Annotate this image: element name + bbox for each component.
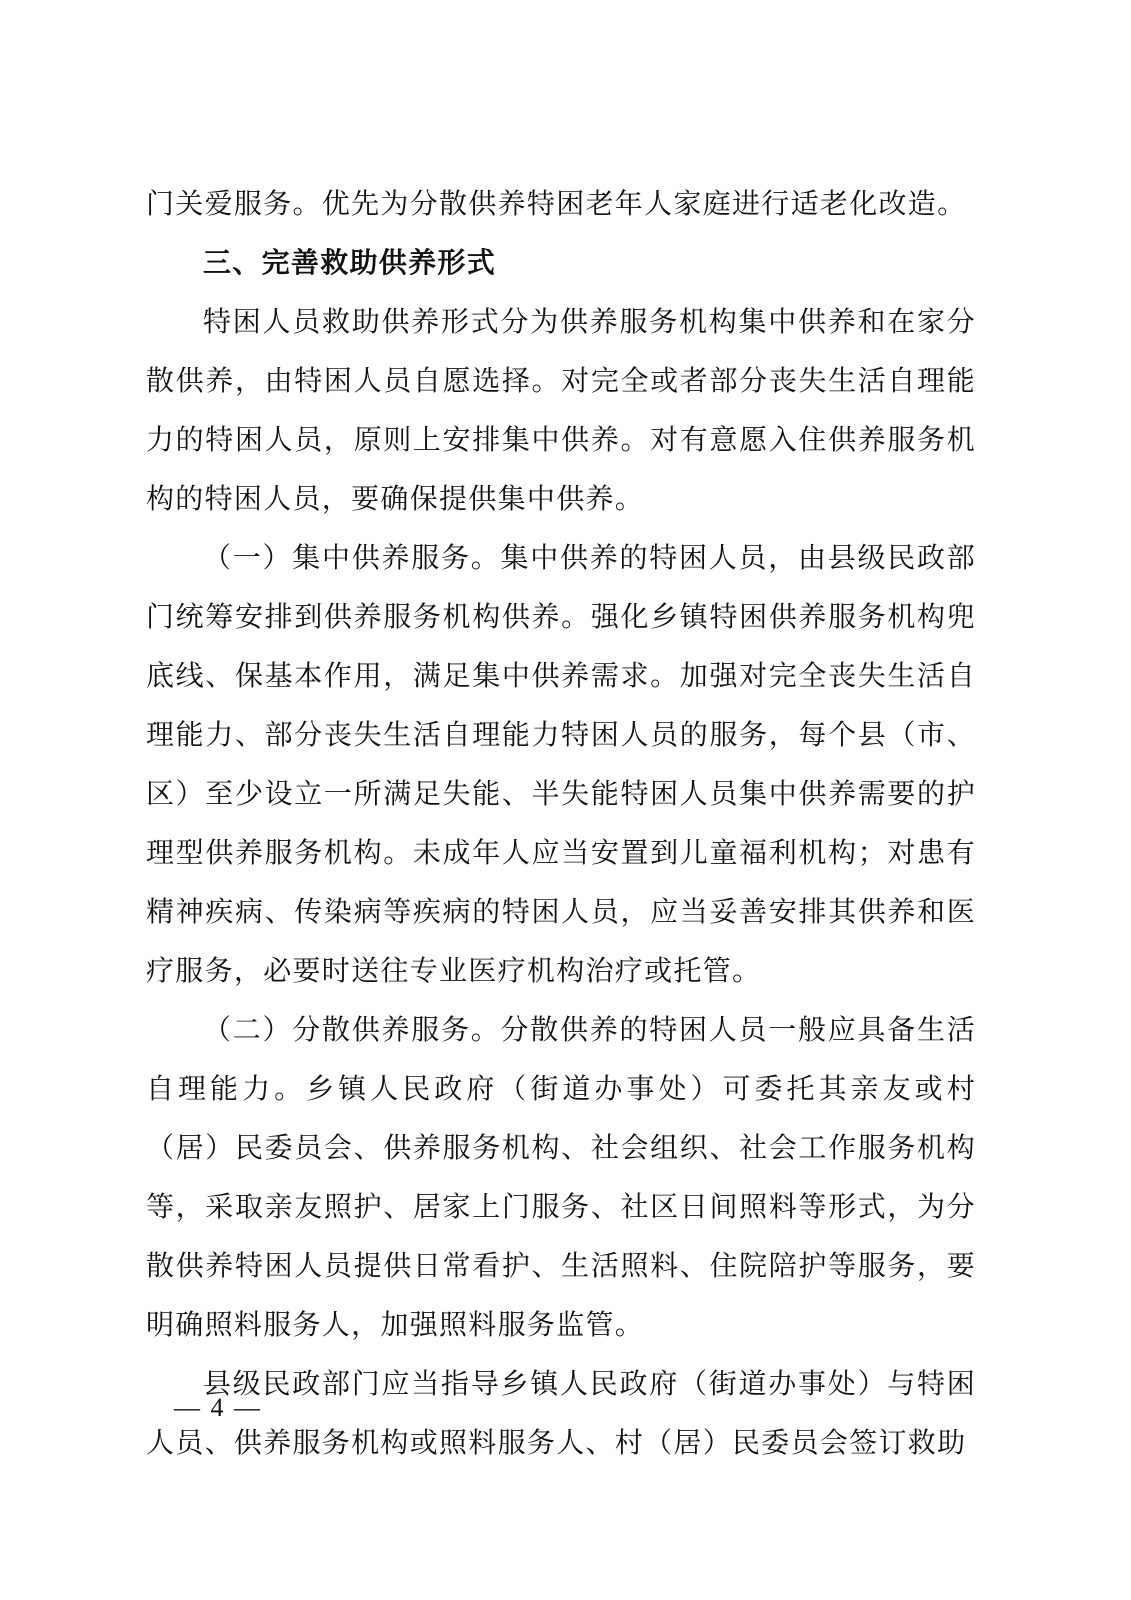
section-heading: 三、完善救助供养形式 — [203, 246, 497, 279]
body-paragraph-centralized-care: （一）集中供养服务。集中供养的特困人员，由县级民政部门统筹安排到供养服务机构供养。强化乡镇特困供养服务机构兜底线、保基本作用，满足集中供养需求。加强对完全丧失生活自理能力、部分丧失生活自理能力特困人员的服务，每个县（市、区）至少设立一所满足失能、半失能特困人员集中供养需要的护理型供养服务机构。未成年人应当安置到儿童福利机构；对患有精神疾病、传染病等疾病的特困人员，应当妥善安排其供养和医疗服务，必要时送往专业医疗机构治疗或托管。 — [146, 541, 976, 987]
body-paragraph-dispersed-care: （二）分散供养服务。分散供养的特困人员一般应具备生活自理能力。乡镇人民政府（街道办事处）可委托其亲友或村（居）民委员会、供养服务机构、社会组织、社会工作服务机构等，采取亲友照护、居家上门服务、社区日间照料等形式，为分散供养特困人员提供日常看护、生活照料、住院陪护等服务，要明确照料服务人，加强照料服务监管。 — [146, 1013, 976, 1341]
body-paragraph-agreement: 县级民政部门应当指导乡镇人民政府（街道办事处）与特困人员、供养服务机构或照料服务人、村（居）民委员会签订救助 — [146, 1367, 976, 1459]
body-paragraph-forms: 特困人员救助供养形式分为供养服务机构集中供养和在家分散供养，由特困人员自愿选择。对完全或者部分丧失生活自理能力的特困人员，原则上安排集中供养。对有意愿入住供养服务机构的特困人员，要确保提供集中供养。 — [146, 305, 976, 515]
document-body — [146, 174, 976, 1472]
continuation-paragraph: 门关爱服务。优先为分散供养特困老年人家庭进行适老化改造。 — [146, 187, 967, 220]
page-number: — 4 — — [174, 1393, 262, 1422]
